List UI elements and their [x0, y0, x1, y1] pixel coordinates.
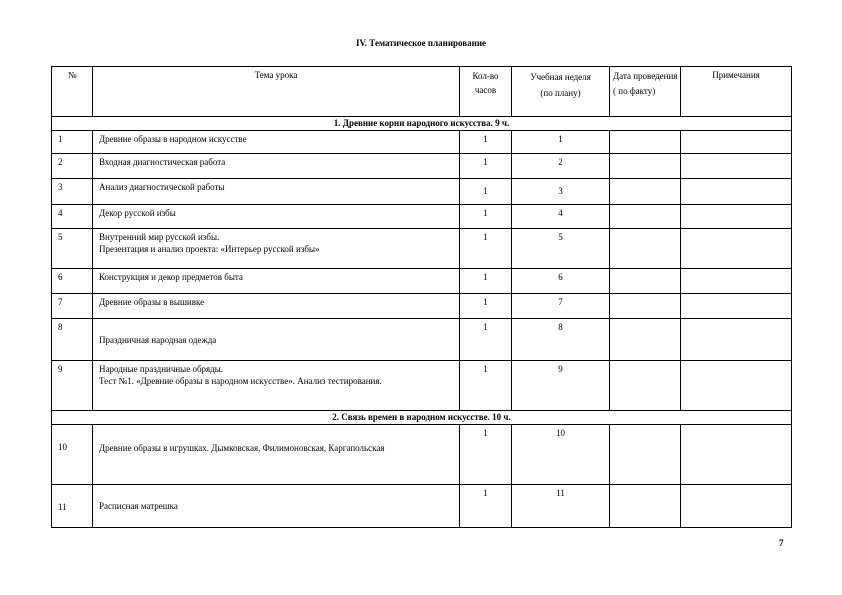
row-week: 5 — [512, 229, 610, 269]
header-date: Дата проведения ( по факту) — [610, 67, 681, 117]
row-topic: Праздничная народная одежда — [93, 319, 460, 361]
row-week: 1 — [512, 131, 610, 154]
row-topic: Древние образы в народном искусстве — [93, 131, 460, 154]
row-date — [610, 319, 681, 361]
row-num: 2 — [52, 154, 93, 179]
row-topic: Входная диагностическая работа — [93, 154, 460, 179]
table-row — [52, 154, 792, 179]
row-topic: Расписная матрешка — [93, 485, 460, 528]
table-row — [52, 361, 792, 411]
row-topic: Анализ диагностической работы — [93, 179, 460, 205]
row-date — [610, 205, 681, 229]
row-week: 6 — [512, 269, 610, 294]
table-row — [52, 319, 792, 361]
row-date — [610, 269, 681, 294]
page-title: IV. Тематическое планирование — [355, 38, 487, 48]
row-topic: Древние образы в игрушках. Дымковская, Филимоновская, Каргапольская — [93, 425, 460, 485]
row-num: 9 — [52, 361, 93, 411]
row-num: 1 — [52, 131, 93, 154]
header-topic: Тема урока — [93, 67, 460, 117]
row-hours: 1 — [460, 269, 512, 294]
header-num: № — [52, 67, 93, 117]
section-row — [52, 117, 792, 131]
row-date — [610, 179, 681, 205]
row-hours: 1 — [460, 485, 512, 528]
header-note: Примечания — [681, 67, 792, 117]
row-hours: 1 — [460, 361, 512, 411]
table-row — [52, 131, 792, 154]
row-topic: Декор русской избы — [93, 205, 460, 229]
row-num: 8 — [52, 319, 93, 361]
header-week: Учебная неделя (по плану) — [512, 67, 610, 117]
row-note — [681, 294, 792, 319]
row-date — [610, 425, 681, 485]
row-note — [681, 319, 792, 361]
row-date — [610, 294, 681, 319]
row-week: 4 — [512, 205, 610, 229]
row-topic: Древние образы в вышивке — [93, 294, 460, 319]
table-row — [52, 294, 792, 319]
row-num: 5 — [52, 229, 93, 269]
row-num: 11 — [52, 485, 93, 528]
row-hours: 1 — [460, 205, 512, 229]
row-date — [610, 485, 681, 528]
section-title: 2. Связь времен в народном искусстве. 10 ч. — [52, 411, 792, 425]
row-num: 6 — [52, 269, 93, 294]
row-week: 3 — [512, 179, 610, 205]
thematic-plan-table — [51, 66, 792, 528]
row-date — [610, 154, 681, 179]
row-note — [681, 229, 792, 269]
table-row — [52, 229, 792, 269]
table-row — [52, 485, 792, 528]
page-number: 7 — [779, 538, 784, 548]
row-hours: 1 — [460, 425, 512, 485]
row-num: 4 — [52, 205, 93, 229]
row-topic: Внутренний мир русской избы. Презентация и анализ проекта: «Интерьер русской избы» — [93, 229, 460, 269]
row-hours: 1 — [460, 131, 512, 154]
header-hours: Кол-во часов — [460, 67, 512, 117]
row-note — [681, 205, 792, 229]
row-num: 3 — [52, 179, 93, 205]
row-hours: 1 — [460, 319, 512, 361]
row-note — [681, 425, 792, 485]
section-title: 1. Древние корни народного искусства. 9 ч. — [52, 117, 792, 131]
row-num: 10 — [52, 425, 93, 485]
row-hours: 1 — [460, 229, 512, 269]
row-note — [681, 154, 792, 179]
row-hours: 1 — [460, 154, 512, 179]
row-week: 7 — [512, 294, 610, 319]
row-topic: Народные праздничные обряды. Тест №1. «Древние образы в народном искусстве». Анализ тестирования. — [93, 361, 460, 411]
section-row — [52, 411, 792, 425]
row-topic: Конструкция и декор предметов быта — [93, 269, 460, 294]
row-date — [610, 229, 681, 269]
row-week: 9 — [512, 361, 610, 411]
table-header-row — [52, 67, 792, 117]
row-date — [610, 361, 681, 411]
row-week: 2 — [512, 154, 610, 179]
row-week: 8 — [512, 319, 610, 361]
row-week: 10 — [512, 425, 610, 485]
table-row — [52, 425, 792, 485]
row-hours: 1 — [460, 294, 512, 319]
table-row — [52, 205, 792, 229]
table-row — [52, 179, 792, 205]
row-num: 7 — [52, 294, 93, 319]
row-note — [681, 179, 792, 205]
row-note — [681, 131, 792, 154]
row-note — [681, 269, 792, 294]
row-note — [681, 485, 792, 528]
row-hours: 1 — [460, 179, 512, 205]
row-week: 11 — [512, 485, 610, 528]
row-note — [681, 361, 792, 411]
table-row — [52, 269, 792, 294]
row-date — [610, 131, 681, 154]
